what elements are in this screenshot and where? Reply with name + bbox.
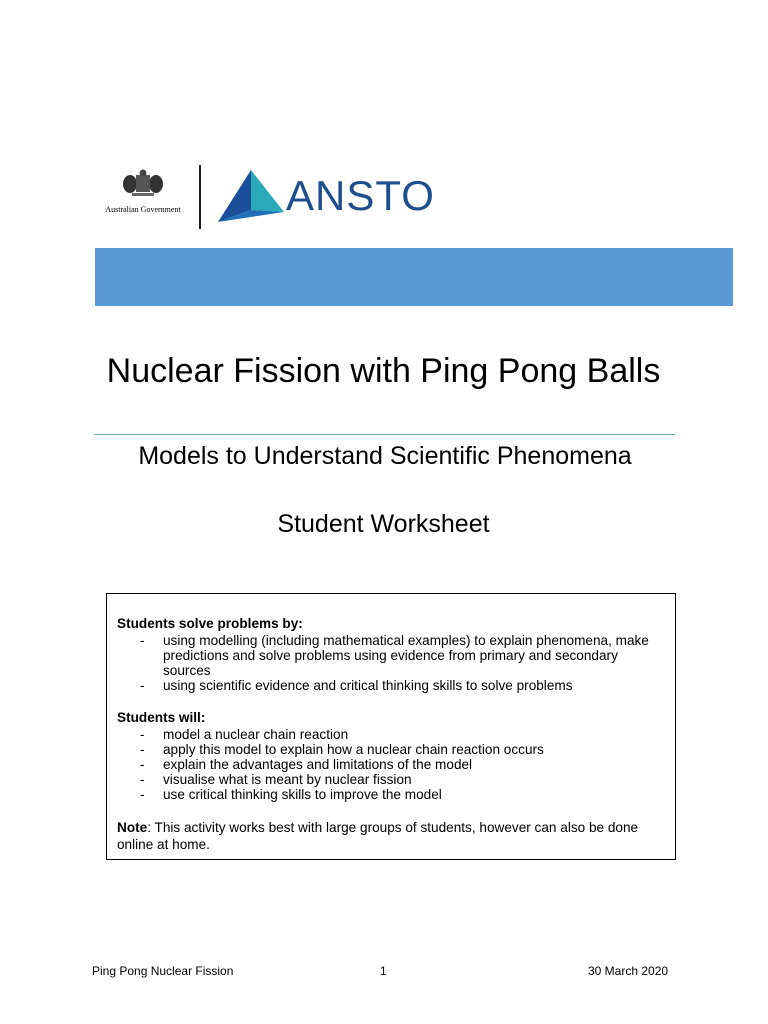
list-item: - using scientific evidence and critical thinking skills to solve problems bbox=[140, 678, 573, 693]
list-item: - apply this model to explain how a nuclear chain reaction occurs bbox=[140, 742, 544, 757]
document-title: Nuclear Fission with Ping Pong Balls bbox=[106, 352, 661, 390]
will-list bbox=[117, 727, 665, 802]
australian-government-logo bbox=[100, 168, 186, 215]
header-band bbox=[95, 248, 733, 306]
ansto-wordmark: ANSTO bbox=[286, 172, 435, 219]
note-label: Note bbox=[117, 820, 148, 835]
logo-row bbox=[100, 160, 440, 240]
list-item: - use critical thinking skills to improve the model bbox=[140, 787, 442, 802]
gov-label: Australian Government bbox=[105, 205, 181, 214]
worksheet-label: Student Worksheet bbox=[277, 510, 490, 538]
list-item: - using modelling (including mathematical examples) to explain phenomena, make predictions and solve problems using evidence from primary and secondary sources bbox=[140, 633, 649, 678]
list-item: - model a nuclear chain reaction bbox=[140, 727, 349, 742]
footer-date: 30 March 2020 bbox=[588, 964, 669, 978]
note-paragraph bbox=[117, 819, 665, 853]
footer-page-number: 1 bbox=[380, 964, 387, 978]
solve-list bbox=[117, 633, 665, 693]
list-item: - explain the advantages and limitations of the model bbox=[140, 757, 473, 772]
solve-heading: Students solve problems by: bbox=[117, 616, 303, 631]
learning-outcomes-box bbox=[106, 593, 676, 860]
coat-of-arms-icon bbox=[118, 168, 168, 198]
logo-divider bbox=[199, 165, 201, 229]
footer-doc-name: Ping Pong Nuclear Fission bbox=[92, 964, 234, 978]
list-item: - visualise what is meant by nuclear fission bbox=[140, 772, 412, 787]
ansto-triangle-icon bbox=[218, 170, 284, 222]
title-divider bbox=[94, 434, 675, 435]
will-heading: Students will: bbox=[117, 710, 206, 725]
note-text: : This activity works best with large groups of students, however can also be done online at home. bbox=[117, 820, 639, 852]
document-subtitle: Models to Understand Scientific Phenomena bbox=[138, 442, 632, 470]
